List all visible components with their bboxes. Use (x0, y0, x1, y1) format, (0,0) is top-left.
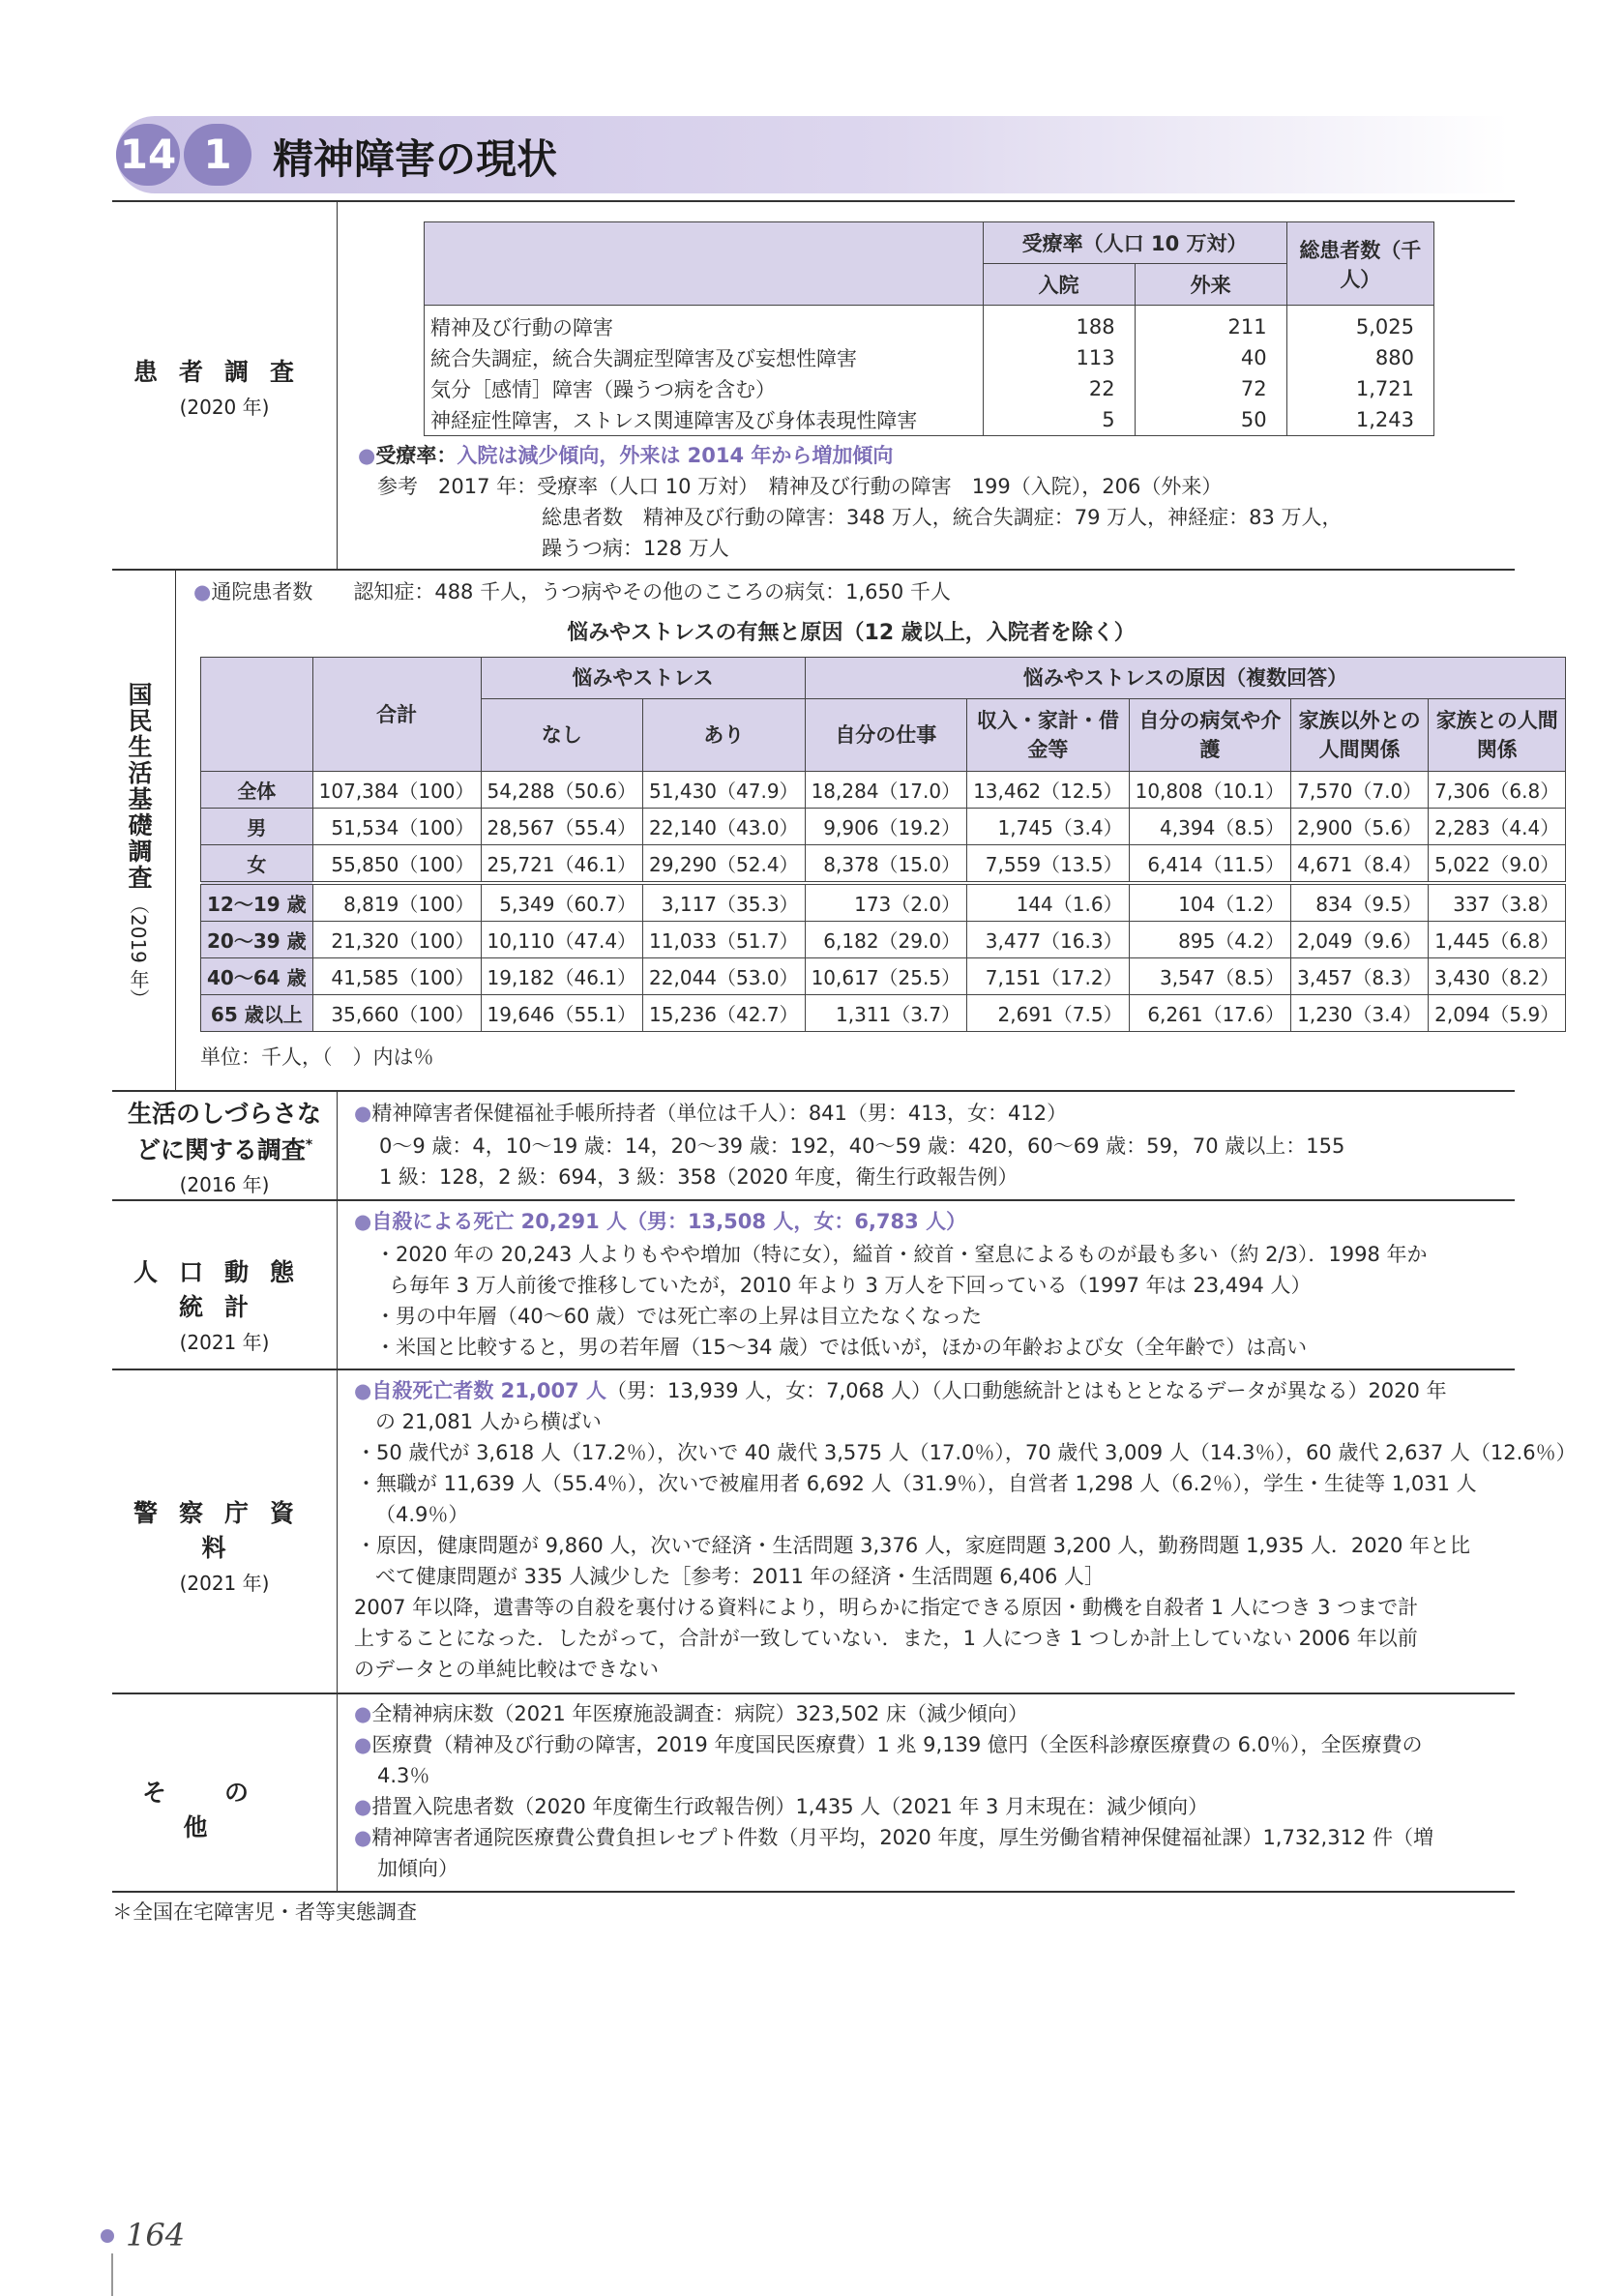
bullet-icon: ● (354, 1795, 372, 1818)
col-stress: 悩みやストレス (481, 658, 805, 699)
table-cell: 25,721（46.1） (481, 845, 643, 884)
row-header: 男 (201, 809, 313, 845)
page-number: 164 (126, 2217, 186, 2253)
table-cell: 10,110（47.4） (481, 922, 643, 958)
table-cell: 22,140（43.0） (643, 809, 806, 845)
row-header: 20〜39 歳 (201, 922, 313, 958)
other-label: その他 (141, 1779, 307, 1841)
table-cell: 6,261（17.6） (1129, 995, 1291, 1032)
life-survey-label (121, 682, 156, 1008)
section-badge: 1 (184, 124, 251, 186)
page-title: 精神障害の現状 (273, 135, 558, 183)
table-cell: 5,349（60.7） (481, 883, 643, 922)
divider (112, 1090, 1515, 1092)
table-cell: 895（4.2） (1129, 922, 1291, 958)
table-cell: 10,617（25.5） (805, 958, 967, 995)
police-line: 2007 年以降，遺書等の自殺を裏付ける資料により，明らかに指定できる原因・動機を自殺者 1 人につき 3 つまで計 (354, 1596, 1419, 1619)
table-cell: 2,049（9.6） (1291, 922, 1429, 958)
table-cell: 10,808（10.1） (1129, 772, 1291, 809)
other-line: ●措置入院患者数（2020 年度衛生行政報告例）1,435 人（2021 年 3 月末現在：減少傾向） (354, 1795, 1209, 1818)
table-cell: 51,534（100） (312, 809, 481, 845)
table-cell: 7,570（7.0） (1291, 772, 1429, 809)
row-header: 12〜19 歳 (201, 883, 313, 922)
table-row (201, 772, 1566, 809)
table-cell: 11,033（51.7） (643, 922, 806, 958)
vital-line: ら毎年 3 万人前後で推移していたが，2010 年より 3 万人を下回っている（1997 年は 23,494 人） (389, 1274, 1312, 1297)
col-nonfamily: 家族以外との人間関係 (1291, 699, 1429, 772)
table-cell: 5,022（9.0） (1429, 845, 1566, 884)
row-header: 40〜64 歳 (201, 958, 313, 995)
table-cell: 55,850（100） (312, 845, 481, 884)
table-cell: 19,646（55.1） (481, 995, 643, 1032)
ref-line: 躁うつ病：128 万人 (542, 537, 729, 560)
vital-stats-label: 人口動態統計 (2021 年) (133, 1258, 315, 1354)
table-cell: 35,660（100） (312, 995, 481, 1032)
row-header: 全体 (201, 772, 313, 809)
table-cell: 29,290（52.4） (643, 845, 806, 884)
difficulty-line: ●精神障害者保健福祉手帳所持者（単位は千人）：841（男：413，女：412） (354, 1102, 1068, 1125)
vital-line: ・男の中年層（40〜60 歳）では死亡率の上昇は目立たなくなった (375, 1305, 983, 1328)
outpatient-line: ●通院患者数 認知症：488 千人，うつ病やその他のこころの病気：1,650 千人 (193, 580, 951, 603)
table-cell: 6,182（29.0） (805, 922, 967, 958)
table-cell: 1,311（3.7） (805, 995, 967, 1032)
table-cell: 834（9.5） (1291, 883, 1429, 922)
vital-line: ・米国と比較すると，男の若年層（15〜34 歳）では低いが，ほかの年齢および女（全年齢で）は高い (375, 1336, 1308, 1359)
table-cell: 144（1.6） (967, 883, 1130, 922)
vital-headline: ●自殺による死亡 20,291 人（男：13,508 人，女：6,783 人） (354, 1210, 967, 1233)
table-cell: 3,457（8.3） (1291, 958, 1429, 995)
table-cell: 1,745（3.4） (967, 809, 1130, 845)
table-cell: 7,559（13.5） (967, 845, 1130, 884)
table-cell: 8,819（100） (312, 883, 481, 922)
table-cell: 8,378（15.0） (805, 845, 967, 884)
bullet-icon: ● (358, 444, 376, 467)
table-row: 精神及び行動の障害 188 211 5,025 (425, 306, 1434, 343)
bullet-icon: ● (354, 1379, 372, 1402)
chapter-badge: 14 (116, 124, 180, 186)
col-group-header: 受療率（人口 10 万対） (983, 222, 1286, 264)
col-family: 家族との人間関係 (1429, 699, 1566, 772)
table-cell: 51,430（47.9） (643, 772, 806, 809)
table-cell: 19,182（46.1） (481, 958, 643, 995)
divider (175, 570, 176, 1090)
police-headline: ●自殺死亡者数 21,007 人（男：13,939 人，女：7,068 人）（人口動態統計とはもととなるデータが異なる）2020 年 (354, 1379, 1447, 1402)
patient-survey-label: 患者調査 (2020 年) (133, 358, 315, 419)
col-causes: 悩みやストレスの原因（複数回答） (805, 658, 1566, 699)
police-line: のデータとの単純比較はできない (354, 1658, 659, 1681)
table-cell: 28,567（55.4） (481, 809, 643, 845)
table-cell: 13,462（12.5） (967, 772, 1130, 809)
police-label: 警察庁資料 (2021 年) (133, 1499, 315, 1595)
table-cell: 3,477（16.3） (967, 922, 1130, 958)
bullet-icon: ● (354, 1102, 372, 1125)
difficulty-line: 0〜9 歳：4，10〜19 歳：14，20〜39 歳：192，40〜59 歳：420，60〜69 歳：59，70 歳以上：155 (379, 1134, 1345, 1158)
divider (112, 1369, 1515, 1370)
table-row (201, 995, 1566, 1032)
table-row (201, 845, 1566, 884)
difficulty-survey-label: 生活のしづらさな どに関する調査* (2016 年) (127, 1100, 321, 1197)
col-total: 合計 (312, 658, 481, 772)
bullet-icon: ● (354, 1702, 372, 1725)
col-none: なし (481, 699, 643, 772)
unit-note: 単位：千人，（ ）内は％ (200, 1045, 434, 1069)
other-line: 加傾向） (377, 1857, 458, 1880)
divider (112, 1693, 1515, 1694)
police-line: の 21,081 人から横ばい (375, 1410, 602, 1433)
rate-note: ●受療率：入院は減少傾向，外来は 2014 年から増加傾向 (358, 444, 894, 467)
table-cell: 21,320（100） (312, 922, 481, 958)
table-cell: 2,094（5.9） (1429, 995, 1566, 1032)
table-cell: 2,283（4.4） (1429, 809, 1566, 845)
stress-table (200, 657, 1566, 1032)
other-line: ●全精神病床数（2021 年医療施設調査：病院）323,502 床（減少傾向） (354, 1702, 1028, 1725)
table-cell: 4,394（8.5） (1129, 809, 1291, 845)
table-row (201, 958, 1566, 995)
bullet-icon: ● (354, 1826, 372, 1849)
table-cell: 1,230（3.4） (1291, 995, 1429, 1032)
police-line: （4.9％） (375, 1503, 469, 1526)
table-row (201, 883, 1566, 922)
col-income: 収入・家計・借金等 (967, 699, 1130, 772)
difficulty-line: 1 級：128，2 級：694，3 級：358（2020 年度，衛生行政報告例） (379, 1165, 1019, 1189)
divider (337, 202, 338, 570)
table-cell: 15,236（42.7） (643, 995, 806, 1032)
table-cell: 7,151（17.2） (967, 958, 1130, 995)
table-cell: 3,547（8.5） (1129, 958, 1291, 995)
table-cell: 6,414（11.5） (1129, 845, 1291, 884)
col-out-header: 外来 (1135, 264, 1286, 306)
table-cell: 107,384（100） (312, 772, 481, 809)
table-cell: 104（1.2） (1129, 883, 1291, 922)
table-cell: 54,288（50.6） (481, 772, 643, 809)
table-row: 神経症性障害，ストレス関連障害及び身体表現性障害 5 50 1,243 (425, 404, 1434, 436)
divider (112, 1891, 1515, 1893)
ref-line: 総患者数 精神及び行動の障害：348 万人，統合失調症：79 万人，神経症：83 万人， (542, 506, 1343, 529)
other-line: ●精神障害者通院医療費公費負担レセプト件数（月平均，2020 年度，厚生労働省精神保健福祉課）1,732,312 件（増 (354, 1826, 1433, 1849)
divider (112, 569, 1515, 571)
other-line: 4.3％ (377, 1764, 430, 1787)
patient-rate-table (424, 221, 1434, 436)
table-cell: 41,585（100） (312, 958, 481, 995)
ref-line: 参考 2017 年：受療率（人口 10 万対） 精神及び行動の障害 199（入院），206（外来） (377, 475, 1223, 498)
footnote: ＊全国在宅障害児・者等実態調査 (112, 1900, 417, 1924)
vital-line: ・2020 年の 20,243 人よりもやや増加（特に女），縊首・絞首・窒息によるものが最も多い（約 2/3）．1998 年か (375, 1243, 1428, 1266)
bullet-icon: ● (193, 580, 212, 603)
row-header: 女 (201, 845, 313, 884)
table-cell: 7,306（6.8） (1429, 772, 1566, 809)
police-line: ・50 歳代が 3,618 人（17.2％），次いで 40 歳代 3,575 人（17.0％），70 歳代 3,009 人（14.3％），60 歳代 2,637 人（12.6％） (356, 1441, 1577, 1464)
table-cell: 2,691（7.5） (967, 995, 1130, 1032)
life-survey-label-year: （2019 年） (127, 895, 150, 1009)
table-cell: 22,044（53.0） (643, 958, 806, 995)
col-total-header: 総患者数（千人） (1286, 222, 1433, 306)
col-yes: あり (643, 699, 806, 772)
table-cell: 3,117（35.3） (643, 883, 806, 922)
table-cell: 18,284（17.0） (805, 772, 967, 809)
row-header: 65 歳以上 (201, 995, 313, 1032)
table-cell: 1,445（6.8） (1429, 922, 1566, 958)
other-line: ●医療費（精神及び行動の障害，2019 年度国民医療費）1 兆 9,139 億円（全医科診療医療費の 6.0％），全医療費の (354, 1733, 1423, 1756)
police-line: ・原因，健康問題が 9,860 人，次いで経済・生活問題 3,376 人，家庭問題 3,200 人，勤務問題 1,935 人．2020 年と比 (356, 1534, 1470, 1557)
table-cell: 3,430（8.2） (1429, 958, 1566, 995)
page-dot-icon (101, 2229, 114, 2243)
table-cell: 4,671（8.4） (1291, 845, 1429, 884)
police-line: べて健康問題が 335 人減少した［参考：2011 年の経済・生活問題 6,406 人］ (375, 1565, 1106, 1588)
police-line: ・無職が 11,639 人（55.4％），次いで被雇用者 6,692 人（31.9％），自営者 1,298 人（6.2％），学生・生徒等 1,031 人 (356, 1472, 1477, 1495)
col-health: 自分の病気や介護 (1129, 699, 1291, 772)
col-in-header: 入院 (983, 264, 1135, 306)
stress-table-title: 悩みやストレスの有無と原因（12 歳以上，入院者を除く） (567, 621, 1136, 645)
life-survey-label-main: 国民生活基礎調査 (125, 682, 153, 891)
table-cell: 173（2.0） (805, 883, 967, 922)
table-row: 気分［感情］障害（躁うつ病を含む） 22 72 1,721 (425, 373, 1434, 404)
divider (337, 1090, 338, 1893)
table-cell: 337（3.8） (1429, 883, 1566, 922)
table-row (201, 922, 1566, 958)
police-line: 上することになった．したがって，合計が一致していない．また，1 人につき 1 つしか計上していない 2006 年以前 (354, 1627, 1418, 1650)
page-rule (111, 2253, 113, 2296)
table-row (201, 809, 1566, 845)
bullet-icon: ● (354, 1210, 372, 1233)
table-cell: 9,906（19.2） (805, 809, 967, 845)
table-row: 統合失調症，統合失調症型障害及び妄想性障害 113 40 880 (425, 342, 1434, 373)
table-cell: 2,900（5.6） (1291, 809, 1429, 845)
bullet-icon: ● (354, 1733, 372, 1756)
col-work: 自分の仕事 (805, 699, 967, 772)
